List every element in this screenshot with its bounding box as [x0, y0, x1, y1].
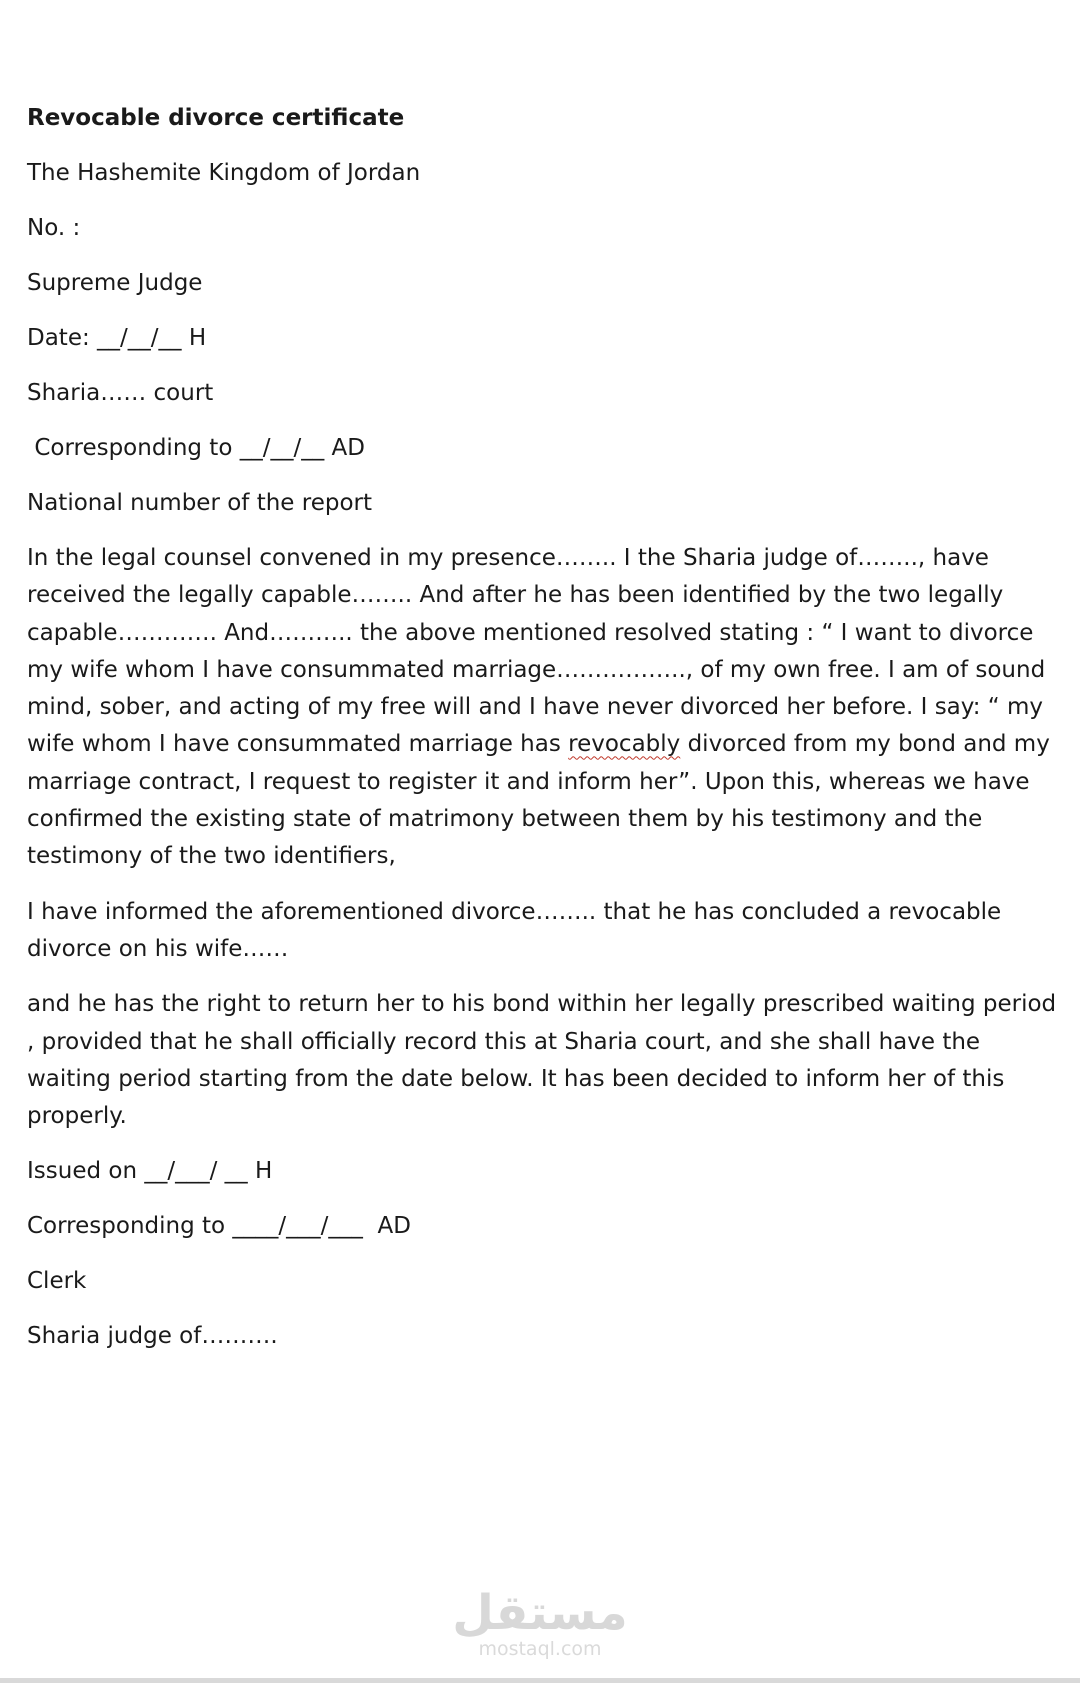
sharia-court-line: Sharia…… court — [27, 380, 214, 406]
spellcheck-flagged-word[interactable]: revocably — [568, 731, 681, 758]
issued-on-line: Issued on __/___/ __ H — [27, 1158, 273, 1185]
mostaql-watermark — [0, 1585, 1080, 1660]
number-line: No. : — [27, 215, 81, 241]
informed-paragraph: I have informed the aforementioned divorce…….. that he has concluded a revocable divorce on his wife…… — [27, 898, 1002, 962]
document-title: Revocable divorce certificate — [27, 105, 405, 131]
national-number-line: National number of the report — [27, 490, 373, 516]
supreme-judge-line: Supreme Judge — [27, 270, 203, 296]
document-page — [27, 100, 1057, 1373]
right-to-return-paragraph: and he has the right to return her to his bond within her legally prescribed waiting period , provided that he shall officially record this at Sharia court, and she shall have the waiting period starting from the date below. It has been decided to inform her of this properly. — [27, 991, 1057, 1130]
clerk-line: Clerk — [27, 1268, 87, 1295]
main-paragraph-part-2: divorced from my bond and my marriage contract, I request to register it and inform her”. Upon this, whereas we have confirmed the existing state of matrimony between them by his testimony and the testimony of the two identifiers, — [27, 731, 1050, 870]
main-paragraph — [27, 540, 1057, 876]
watermark-logo: مستقل — [452, 1585, 628, 1641]
corresponding-ad-line: Corresponding to __/__/__ AD — [27, 435, 365, 461]
page-bottom-border — [0, 1678, 1080, 1683]
date-hijri-line: Date: __/__/__ H — [27, 325, 207, 351]
corresponding-ad-line-2: Corresponding to ____/___/___ AD — [27, 1213, 411, 1240]
watermark-url: mostaql.com — [478, 1638, 602, 1660]
main-paragraph-part-1: In the legal counsel convened in my presence…….. I the Sharia judge of…….., have received the legally capable…….. And after he has been identified by the two legally capable…………. And……….. the above mentioned resolved stating : “ I want to divorce my wife whom I have consummated marriage…………….., of my own free. I am of sound mind, sober, and acting of my free will and I have never divorced her before. I say: “ my wife whom I have consummated marriage has — [27, 545, 1046, 758]
kingdom-line: The Hashemite Kingdom of Jordan — [27, 160, 421, 186]
sharia-judge-signature-line: Sharia judge of………. — [27, 1323, 278, 1350]
